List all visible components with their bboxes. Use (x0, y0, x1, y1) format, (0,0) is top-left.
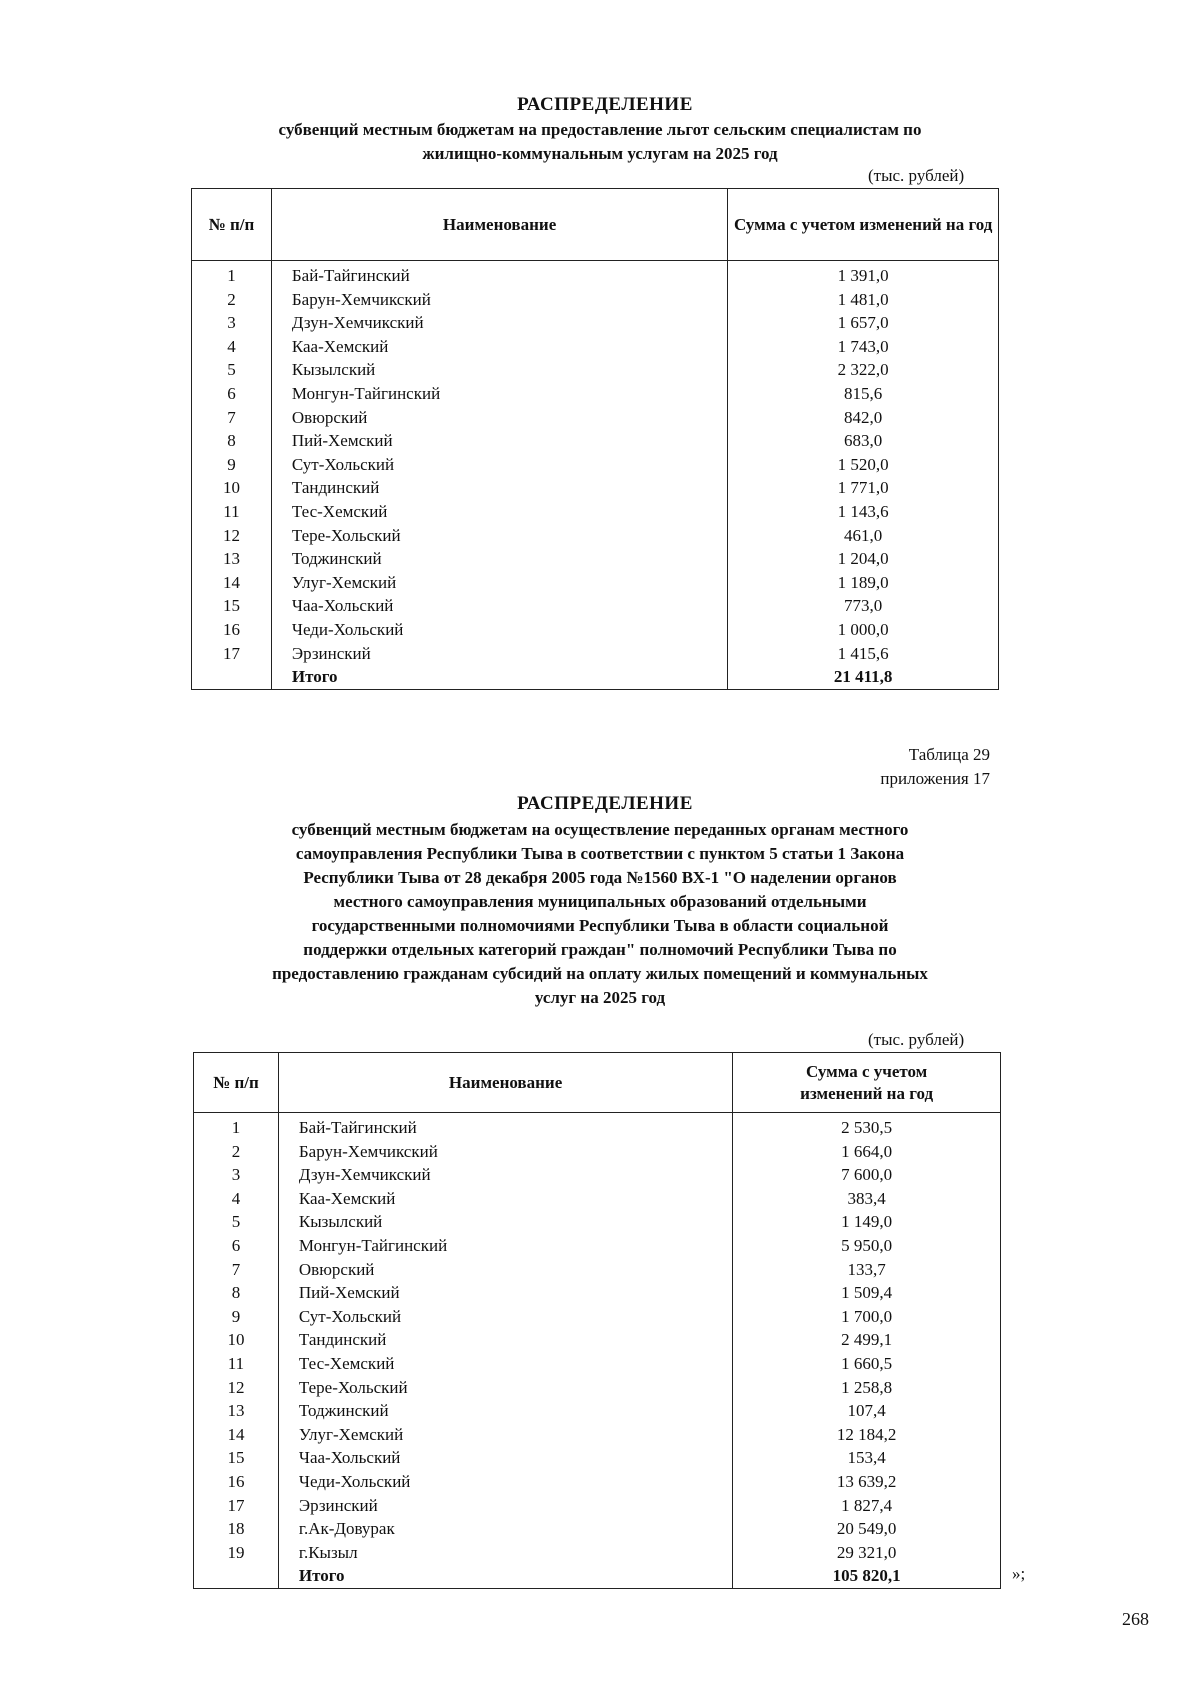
row-name-cell: Чеди-Хольский (271, 618, 727, 642)
table-row (192, 547, 999, 571)
row-num-cell: 6 (194, 1234, 279, 1258)
table1-subtitle (195, 118, 1005, 166)
row-sum-cell: 12 184,2 (733, 1423, 1001, 1447)
row-sum-cell: 1 660,5 (733, 1352, 1001, 1376)
row-num-cell: 8 (192, 429, 272, 453)
table2-caption (880, 743, 990, 791)
table1-subtitle-line: субвенций местным бюджетам на предоставление льгот сельским специалистам по (278, 120, 922, 139)
row-name-cell: Кызылский (278, 1210, 732, 1234)
table-row (194, 1187, 1001, 1211)
row-name-cell: Улуг-Хемский (278, 1423, 732, 1447)
table1-title: РАСПРЕДЕЛЕНИЕ (517, 94, 693, 115)
table2-subtitle-line: предоставлению гражданам субсидий на оплату жилых помещений и коммунальных (272, 964, 928, 983)
table2-subtitle-line: услуг на 2025 год (534, 988, 666, 1007)
row-sum-cell: 1 149,0 (733, 1210, 1001, 1234)
row-sum-cell: 107,4 (733, 1399, 1001, 1423)
table-row (194, 1541, 1001, 1565)
table2-header-name: Наименование (278, 1053, 732, 1113)
total-row (194, 1564, 1001, 1588)
row-num-cell: 2 (192, 288, 272, 312)
row-sum-cell: 5 950,0 (733, 1234, 1001, 1258)
row-num-cell: 3 (194, 1163, 279, 1187)
row-name-cell: Тандинский (278, 1328, 732, 1352)
row-sum-cell: 1 391,0 (728, 261, 999, 288)
total-sum: 105 820,1 (733, 1564, 1001, 1588)
row-sum-cell: 1 771,0 (728, 476, 999, 500)
row-name-cell: Улуг-Хемский (271, 571, 727, 595)
row-sum-cell: 20 549,0 (733, 1517, 1001, 1541)
table-row (194, 1210, 1001, 1234)
row-sum-cell: 1 509,4 (733, 1281, 1001, 1305)
table-row (194, 1328, 1001, 1352)
row-name-cell: Сут-Хольский (278, 1305, 732, 1329)
row-num-cell: 6 (192, 382, 272, 406)
row-sum-cell: 1 520,0 (728, 453, 999, 477)
row-name-cell: Кызылский (271, 358, 727, 382)
row-name-cell: Дзун-Хемчикский (278, 1163, 732, 1187)
row-sum-cell: 1 827,4 (733, 1494, 1001, 1518)
row-name-cell: Барун-Хемчикский (271, 288, 727, 312)
table-row (194, 1113, 1001, 1140)
row-name-cell: Овюрский (271, 406, 727, 430)
row-sum-cell: 2 530,5 (733, 1113, 1001, 1140)
row-sum-cell: 1 204,0 (728, 547, 999, 571)
table2-subtitle-line: субвенций местным бюджетам на осуществление переданных органам местного (291, 820, 909, 839)
table2-unit: (тыс. рублей) (868, 1030, 965, 1049)
table2-title: РАСПРЕДЕЛЕНИЕ (517, 793, 693, 814)
row-name-cell: Дзун-Хемчикский (271, 311, 727, 335)
row-sum-cell: 13 639,2 (733, 1470, 1001, 1494)
row-num-cell: 17 (194, 1494, 279, 1518)
row-sum-cell: 7 600,0 (733, 1163, 1001, 1187)
table2-caption-line: Таблица 29 (908, 745, 990, 764)
row-name-cell: Бай-Тайгинский (271, 261, 727, 288)
table-row (192, 382, 999, 406)
row-num-cell: 9 (192, 453, 272, 477)
row-num-cell: 11 (192, 500, 272, 524)
table1-body (192, 261, 999, 690)
row-num-cell: 14 (194, 1423, 279, 1447)
row-num-cell: 2 (194, 1140, 279, 1164)
row-num-cell: 13 (194, 1399, 279, 1423)
row-name-cell: Монгун-Тайгинский (271, 382, 727, 406)
row-sum-cell: 1 481,0 (728, 288, 999, 312)
table-row (194, 1494, 1001, 1518)
table-row (192, 358, 999, 382)
table-row (192, 594, 999, 618)
table-row (192, 335, 999, 359)
table-row (192, 642, 999, 666)
row-sum-cell: 815,6 (728, 382, 999, 406)
row-num-cell: 17 (192, 642, 272, 666)
total-sum: 21 411,8 (728, 665, 999, 689)
table1-header-name: Наименование (271, 189, 727, 261)
row-name-cell: Пий-Хемский (271, 429, 727, 453)
total-row (192, 665, 999, 689)
row-name-cell: г.Кызыл (278, 1541, 732, 1565)
row-num-cell: 15 (194, 1446, 279, 1470)
table2-header-sum (733, 1053, 1001, 1113)
row-sum-cell: 842,0 (728, 406, 999, 430)
row-num-cell: 5 (192, 358, 272, 382)
row-sum-cell: 2 499,1 (733, 1328, 1001, 1352)
row-sum-cell: 1 143,6 (728, 500, 999, 524)
row-name-cell: Тес-Хемский (271, 500, 727, 524)
row-name-cell: Тере-Хольский (278, 1376, 732, 1400)
row-name-cell: Каа-Хемский (278, 1187, 732, 1211)
table1-header-sum: Сумма с учетом изменений на год (728, 189, 999, 261)
table2-subtitle (195, 818, 1005, 1010)
table2-caption-line: приложения 17 (880, 769, 990, 788)
table2-header-sum-line: изменений на год (800, 1083, 934, 1103)
table-row (194, 1258, 1001, 1282)
table-row (194, 1234, 1001, 1258)
row-sum-cell: 1 189,0 (728, 571, 999, 595)
row-name-cell: г.Ак-Довурак (278, 1517, 732, 1541)
row-num-cell: 7 (194, 1258, 279, 1282)
table-row (194, 1470, 1001, 1494)
table-row (194, 1517, 1001, 1541)
table-row (194, 1163, 1001, 1187)
total-num-cell (194, 1564, 279, 1588)
row-name-cell: Тес-Хемский (278, 1352, 732, 1376)
row-num-cell: 11 (194, 1352, 279, 1376)
page-number: 268 (1122, 1609, 1149, 1629)
table-row (192, 618, 999, 642)
table-row (192, 571, 999, 595)
table-row (192, 406, 999, 430)
row-name-cell: Сут-Хольский (271, 453, 727, 477)
total-label: Итого (278, 1564, 732, 1588)
row-name-cell: Барун-Хемчикский (278, 1140, 732, 1164)
table-row (194, 1140, 1001, 1164)
table-row (194, 1423, 1001, 1447)
row-num-cell: 14 (192, 571, 272, 595)
table2-subtitle-line: Республики Тыва от 28 декабря 2005 года №1560 ВХ-1 "О наделении органов (303, 868, 897, 887)
table-row (192, 476, 999, 500)
row-num-cell: 15 (192, 594, 272, 618)
table2-header-num: № п/п (194, 1053, 279, 1113)
row-num-cell: 12 (192, 524, 272, 548)
row-num-cell: 9 (194, 1305, 279, 1329)
table-row (192, 453, 999, 477)
table-row (192, 429, 999, 453)
table-row (194, 1281, 1001, 1305)
row-sum-cell: 461,0 (728, 524, 999, 548)
row-sum-cell: 1 743,0 (728, 335, 999, 359)
total-num-cell (192, 665, 272, 689)
table2-subtitle-line: государственными полномочиями Республики Тыва в области социальной (311, 916, 889, 935)
closing-quote-mark: »; (1012, 1564, 1026, 1583)
row-sum-cell: 683,0 (728, 429, 999, 453)
row-num-cell: 1 (192, 261, 272, 288)
row-num-cell: 4 (194, 1187, 279, 1211)
table-row (194, 1446, 1001, 1470)
row-name-cell: Каа-Хемский (271, 335, 727, 359)
table1 (191, 188, 999, 690)
row-num-cell: 18 (194, 1517, 279, 1541)
table2-body (194, 1113, 1001, 1589)
table2-subtitle-line: поддержки отдельных категорий граждан" полномочий Республики Тыва по (303, 940, 897, 959)
row-num-cell: 5 (194, 1210, 279, 1234)
row-sum-cell: 1 415,6 (728, 642, 999, 666)
row-name-cell: Тере-Хольский (271, 524, 727, 548)
row-name-cell: Овюрский (278, 1258, 732, 1282)
row-num-cell: 19 (194, 1541, 279, 1565)
table-row (192, 288, 999, 312)
row-num-cell: 8 (194, 1281, 279, 1305)
table1-unit: (тыс. рублей) (868, 166, 965, 185)
row-name-cell: Монгун-Тайгинский (278, 1234, 732, 1258)
row-sum-cell: 1 000,0 (728, 618, 999, 642)
table-row (192, 500, 999, 524)
row-name-cell: Эрзинский (278, 1494, 732, 1518)
row-name-cell: Чаа-Хольский (278, 1446, 732, 1470)
row-sum-cell: 2 322,0 (728, 358, 999, 382)
table2 (193, 1052, 1001, 1589)
table-row (194, 1352, 1001, 1376)
row-sum-cell: 1 258,8 (733, 1376, 1001, 1400)
table-row (192, 311, 999, 335)
row-sum-cell: 1 700,0 (733, 1305, 1001, 1329)
table-row (194, 1305, 1001, 1329)
row-num-cell: 10 (192, 476, 272, 500)
row-sum-cell: 1 657,0 (728, 311, 999, 335)
row-name-cell: Тоджинский (271, 547, 727, 571)
row-name-cell: Тоджинский (278, 1399, 732, 1423)
row-name-cell: Тандинский (271, 476, 727, 500)
table-row (192, 261, 999, 288)
row-num-cell: 1 (194, 1113, 279, 1140)
row-num-cell: 16 (194, 1470, 279, 1494)
row-num-cell: 7 (192, 406, 272, 430)
row-sum-cell: 133,7 (733, 1258, 1001, 1282)
row-num-cell: 12 (194, 1376, 279, 1400)
table-row (192, 524, 999, 548)
row-sum-cell: 383,4 (733, 1187, 1001, 1211)
table-row (194, 1399, 1001, 1423)
row-name-cell: Эрзинский (271, 642, 727, 666)
row-name-cell: Бай-Тайгинский (278, 1113, 732, 1140)
total-label: Итого (271, 665, 727, 689)
row-name-cell: Чеди-Хольский (278, 1470, 732, 1494)
row-name-cell: Чаа-Хольский (271, 594, 727, 618)
row-num-cell: 4 (192, 335, 272, 359)
row-num-cell: 16 (192, 618, 272, 642)
row-num-cell: 10 (194, 1328, 279, 1352)
table1-subtitle-line: жилищно-коммунальным услугам на 2025 год (422, 144, 778, 163)
row-num-cell: 3 (192, 311, 272, 335)
row-sum-cell: 29 321,0 (733, 1541, 1001, 1565)
table-row (194, 1376, 1001, 1400)
table2-subtitle-line: местного самоуправления муниципальных образований отдельными (333, 892, 867, 911)
row-sum-cell: 773,0 (728, 594, 999, 618)
row-num-cell: 13 (192, 547, 272, 571)
table2-header-sum-line: Сумма с учетом (806, 1061, 928, 1081)
table1-header-num: № п/п (192, 189, 272, 261)
row-name-cell: Пий-Хемский (278, 1281, 732, 1305)
table2-subtitle-line: самоуправления Республики Тыва в соответствии с пунктом 5 статьи 1 Закона (295, 844, 905, 863)
row-sum-cell: 153,4 (733, 1446, 1001, 1470)
row-sum-cell: 1 664,0 (733, 1140, 1001, 1164)
